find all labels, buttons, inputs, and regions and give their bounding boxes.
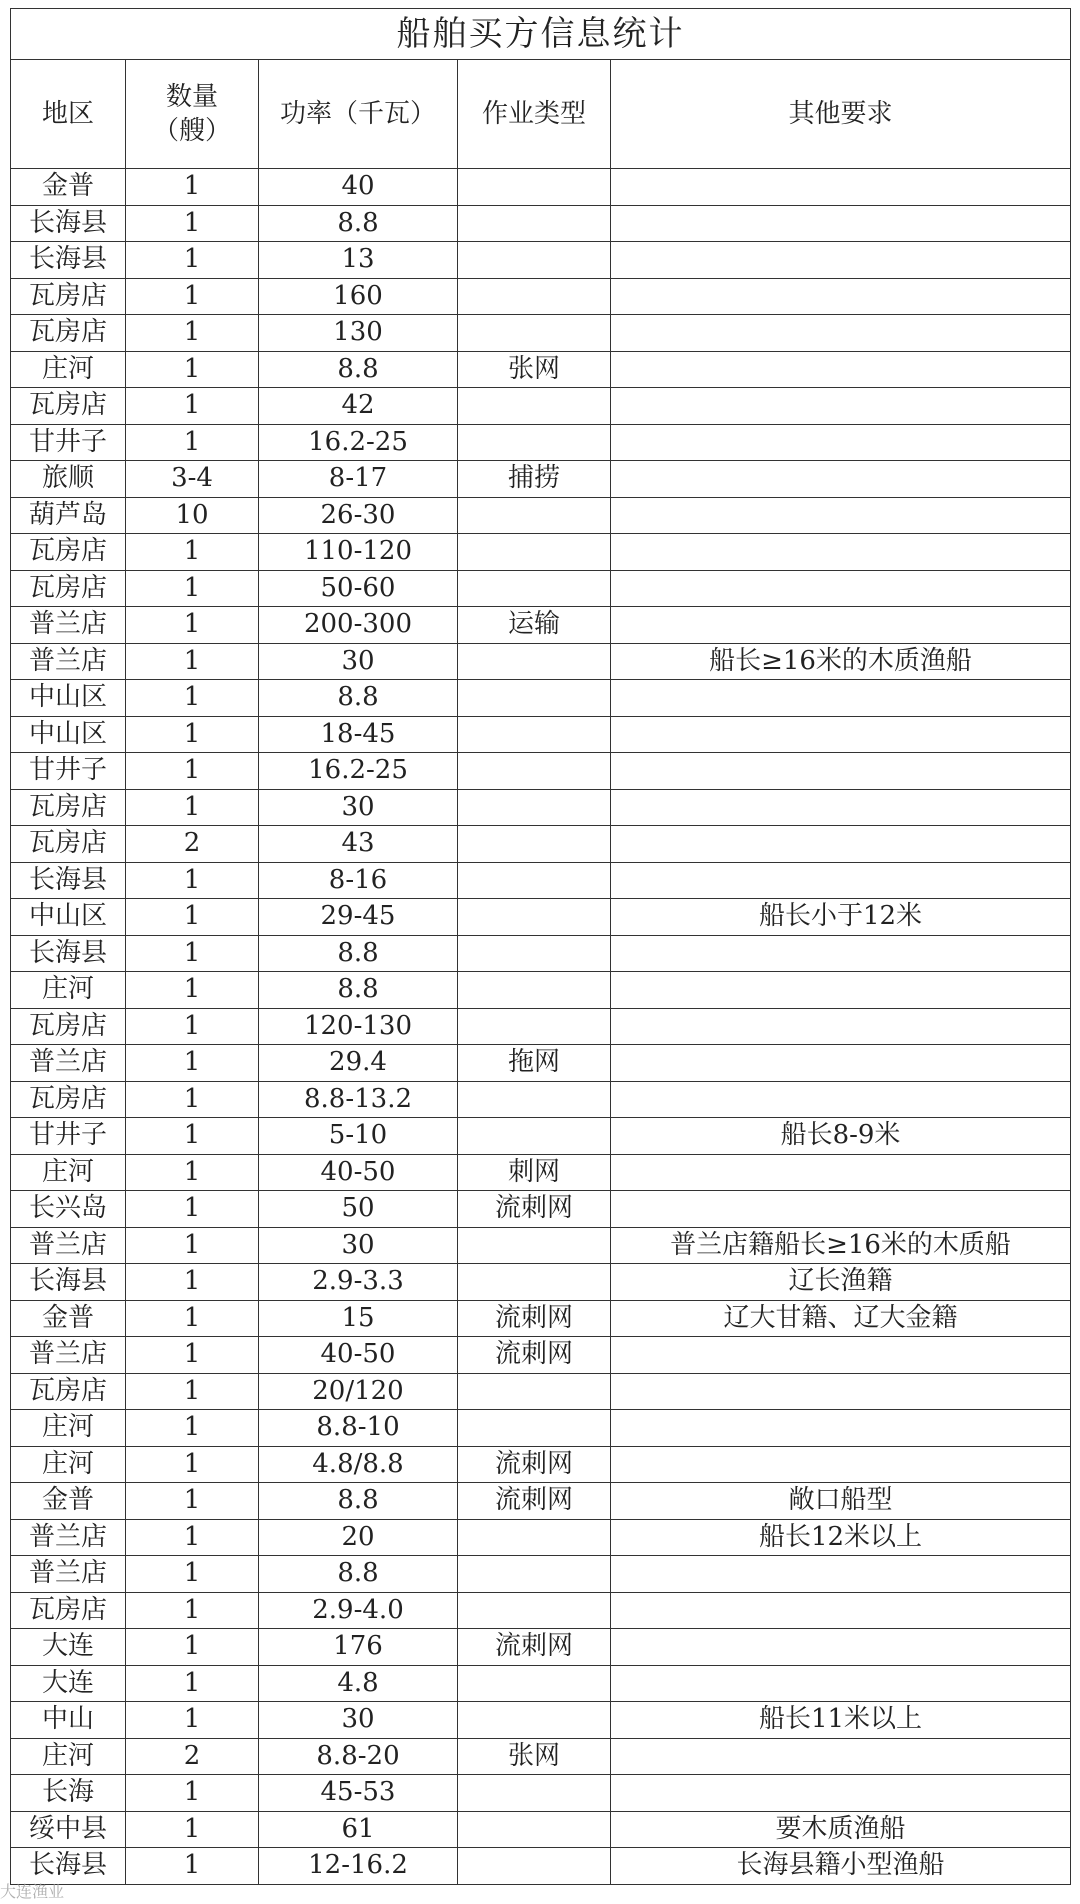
table-row [11,424,1071,461]
cell-operation-type: 流刺网 [458,1300,611,1337]
cell-quantity: 1 [126,351,259,388]
cell-other-requirements [611,789,1071,826]
cell-operation-type [458,789,611,826]
cell-power: 45-53 [259,1775,458,1812]
cell-other-requirements: 船长小于12米 [611,899,1071,936]
table-row [11,1227,1071,1264]
cell-quantity: 1 [126,1337,259,1374]
header-power: 功率（千瓦） [259,60,458,169]
cell-quantity: 1 [126,862,259,899]
cell-quantity: 1 [126,1811,259,1848]
cell-region: 瓦房店 [11,1373,126,1410]
cell-region: 庄河 [11,1738,126,1775]
table-row [11,753,1071,790]
cell-quantity: 1 [126,1410,259,1447]
cell-quantity: 1 [126,388,259,425]
cell-region: 瓦房店 [11,570,126,607]
cell-operation-type [458,169,611,206]
cell-operation-type [458,1592,611,1629]
cell-power: 12-16.2 [259,1848,458,1885]
cell-region: 长海县 [11,935,126,972]
cell-power: 40-50 [259,1337,458,1374]
cell-other-requirements [611,497,1071,534]
header-quantity: 数量 （艘） [126,60,259,169]
cell-operation-type: 捕捞 [458,461,611,498]
cell-operation-type [458,862,611,899]
cell-quantity: 1 [126,1665,259,1702]
cell-region: 瓦房店 [11,1592,126,1629]
cell-power: 30 [259,1227,458,1264]
cell-power: 176 [259,1629,458,1666]
table-row [11,1483,1071,1520]
cell-region: 长海县 [11,242,126,279]
cell-other-requirements [611,424,1071,461]
table-row [11,1665,1071,1702]
cell-other-requirements [611,935,1071,972]
cell-operation-type [458,826,611,863]
cell-power: 4.8 [259,1665,458,1702]
cell-operation-type [458,972,611,1009]
cell-other-requirements: 辽大甘籍、辽大金籍 [611,1300,1071,1337]
cell-power: 200-300 [259,607,458,644]
cell-other-requirements [611,570,1071,607]
cell-power: 5-10 [259,1118,458,1155]
cell-power: 43 [259,826,458,863]
cell-other-requirements: 船长11米以上 [611,1702,1071,1739]
cell-other-requirements: 普兰店籍船长≥16米的木质船 [611,1227,1071,1264]
cell-operation-type [458,1264,611,1301]
cell-operation-type [458,1775,611,1812]
cell-other-requirements [611,1665,1071,1702]
cell-other-requirements [611,1191,1071,1228]
cell-operation-type [458,1665,611,1702]
table-row [11,1629,1071,1666]
cell-quantity: 1 [126,1702,259,1739]
cell-power: 30 [259,789,458,826]
table-row [11,1738,1071,1775]
cell-operation-type [458,388,611,425]
cell-region: 金普 [11,169,126,206]
table-row [11,1045,1071,1082]
cell-other-requirements [611,972,1071,1009]
cell-power: 8.8 [259,680,458,717]
cell-operation-type [458,899,611,936]
table-row [11,1154,1071,1191]
table-row [11,789,1071,826]
watermark-logo: 大连渔业 [0,1882,65,1901]
cell-operation-type [458,1556,611,1593]
cell-other-requirements [611,1592,1071,1629]
table-row [11,1775,1071,1812]
cell-power: 42 [259,388,458,425]
cell-region: 长海县 [11,205,126,242]
cell-other-requirements: 船长≥16米的木质渔船 [611,643,1071,680]
cell-quantity: 1 [126,1300,259,1337]
cell-power: 50-60 [259,570,458,607]
table-row [11,497,1071,534]
cell-operation-type [458,935,611,972]
cell-region: 绥中县 [11,1811,126,1848]
cell-other-requirements [611,278,1071,315]
cell-quantity: 1 [126,424,259,461]
cell-power: 8-17 [259,461,458,498]
cell-operation-type [458,1410,611,1447]
cell-operation-type [458,1081,611,1118]
table-row [11,1264,1071,1301]
cell-region: 庄河 [11,351,126,388]
cell-region: 普兰店 [11,643,126,680]
cell-other-requirements [611,534,1071,571]
cell-quantity: 1 [126,789,259,826]
cell-other-requirements [611,388,1071,425]
cell-power: 18-45 [259,716,458,753]
table-row [11,461,1071,498]
cell-power: 20/120 [259,1373,458,1410]
cell-other-requirements [611,1008,1071,1045]
cell-other-requirements [611,1045,1071,1082]
table-row [11,570,1071,607]
table-row [11,972,1071,1009]
cell-quantity: 1 [126,1008,259,1045]
cell-quantity: 1 [126,1592,259,1629]
cell-operation-type: 拖网 [458,1045,611,1082]
cell-region: 普兰店 [11,1337,126,1374]
cell-power: 8.8 [259,1483,458,1520]
cell-region: 庄河 [11,1154,126,1191]
cell-region: 中山 [11,1702,126,1739]
table-row [11,1592,1071,1629]
cell-power: 2.9-3.3 [259,1264,458,1301]
cell-quantity: 1 [126,315,259,352]
cell-quantity: 2 [126,826,259,863]
cell-region: 长兴岛 [11,1191,126,1228]
cell-power: 50 [259,1191,458,1228]
cell-quantity: 3-4 [126,461,259,498]
cell-region: 大连 [11,1629,126,1666]
cell-quantity: 1 [126,643,259,680]
cell-region: 甘井子 [11,753,126,790]
cell-quantity: 10 [126,497,259,534]
cell-region: 长海县 [11,862,126,899]
cell-operation-type [458,315,611,352]
cell-quantity: 1 [126,972,259,1009]
table-row [11,935,1071,972]
header-row [11,60,1071,169]
cell-region: 瓦房店 [11,315,126,352]
cell-region: 普兰店 [11,1519,126,1556]
cell-quantity: 1 [126,716,259,753]
cell-region: 庄河 [11,972,126,1009]
cell-region: 普兰店 [11,1227,126,1264]
cell-region: 葫芦岛 [11,497,126,534]
table-row [11,1373,1071,1410]
cell-power: 29-45 [259,899,458,936]
cell-other-requirements: 船长12米以上 [611,1519,1071,1556]
cell-other-requirements [611,607,1071,644]
cell-other-requirements: 船长8-9米 [611,1118,1071,1155]
cell-quantity: 1 [126,1154,259,1191]
cell-quantity: 1 [126,1483,259,1520]
cell-region: 瓦房店 [11,1081,126,1118]
cell-quantity: 1 [126,680,259,717]
cell-region: 甘井子 [11,1118,126,1155]
table-row [11,1519,1071,1556]
cell-quantity: 1 [126,1519,259,1556]
cell-quantity: 1 [126,205,259,242]
cell-other-requirements [611,680,1071,717]
cell-other-requirements [611,242,1071,279]
cell-quantity: 1 [126,169,259,206]
cell-quantity: 1 [126,753,259,790]
cell-region: 大连 [11,1665,126,1702]
cell-operation-type [458,1848,611,1885]
table-row [11,716,1071,753]
cell-operation-type [458,534,611,571]
cell-region: 庄河 [11,1410,126,1447]
buyer-info-sheet [10,8,1070,1885]
cell-operation-type: 流刺网 [458,1446,611,1483]
cell-quantity: 1 [126,1118,259,1155]
cell-power: 13 [259,242,458,279]
table-row [11,315,1071,352]
cell-region: 瓦房店 [11,826,126,863]
cell-quantity: 1 [126,1775,259,1812]
cell-other-requirements [611,1410,1071,1447]
cell-operation-type [458,643,611,680]
cell-quantity: 1 [126,242,259,279]
cell-operation-type [458,278,611,315]
cell-other-requirements [611,1738,1071,1775]
cell-quantity: 2 [126,1738,259,1775]
header-other-requirements: 其他要求 [611,60,1071,169]
cell-power: 29.4 [259,1045,458,1082]
cell-region: 长海县 [11,1264,126,1301]
cell-power: 15 [259,1300,458,1337]
cell-power: 4.8/8.8 [259,1446,458,1483]
cell-region: 瓦房店 [11,278,126,315]
cell-other-requirements [611,1446,1071,1483]
cell-operation-type: 流刺网 [458,1483,611,1520]
cell-operation-type: 流刺网 [458,1629,611,1666]
cell-operation-type [458,205,611,242]
cell-other-requirements [611,826,1071,863]
cell-operation-type [458,753,611,790]
table-row [11,1300,1071,1337]
cell-other-requirements [611,461,1071,498]
cell-operation-type [458,1702,611,1739]
cell-quantity: 1 [126,1045,259,1082]
cell-quantity: 1 [126,1556,259,1593]
cell-quantity: 1 [126,1373,259,1410]
cell-other-requirements [611,1081,1071,1118]
cell-operation-type: 刺网 [458,1154,611,1191]
table-title: 船舶买方信息统计 [11,9,1071,60]
table-row [11,1337,1071,1374]
table-row [11,862,1071,899]
cell-region: 旅顺 [11,461,126,498]
cell-region: 瓦房店 [11,388,126,425]
cell-power: 30 [259,643,458,680]
table-row [11,351,1071,388]
cell-power: 26-30 [259,497,458,534]
cell-other-requirements [611,351,1071,388]
cell-power: 40-50 [259,1154,458,1191]
cell-other-requirements [611,315,1071,352]
cell-power: 16.2-25 [259,424,458,461]
cell-power: 30 [259,1702,458,1739]
cell-region: 中山区 [11,716,126,753]
cell-region: 庄河 [11,1446,126,1483]
cell-other-requirements [611,1154,1071,1191]
cell-operation-type [458,424,611,461]
cell-operation-type: 张网 [458,1738,611,1775]
cell-other-requirements [611,1337,1071,1374]
cell-power: 110-120 [259,534,458,571]
cell-operation-type: 运输 [458,607,611,644]
table-row [11,1848,1071,1885]
cell-power: 8.8 [259,351,458,388]
cell-power: 16.2-25 [259,753,458,790]
header-region: 地区 [11,60,126,169]
cell-region: 普兰店 [11,1556,126,1593]
table-row [11,205,1071,242]
table-row [11,607,1071,644]
cell-power: 8.8-20 [259,1738,458,1775]
cell-region: 金普 [11,1300,126,1337]
cell-other-requirements: 长海县籍小型渔船 [611,1848,1071,1885]
cell-other-requirements [611,716,1071,753]
cell-operation-type [458,680,611,717]
table-row [11,1410,1071,1447]
cell-quantity: 1 [126,1629,259,1666]
table-row [11,1702,1071,1739]
cell-quantity: 1 [126,1446,259,1483]
cell-other-requirements [611,862,1071,899]
cell-operation-type [458,1519,611,1556]
cell-power: 130 [259,315,458,352]
cell-quantity: 1 [126,1848,259,1885]
table-row [11,1191,1071,1228]
cell-quantity: 1 [126,1191,259,1228]
table-row [11,278,1071,315]
table-row [11,1811,1071,1848]
cell-other-requirements [611,1373,1071,1410]
table-row [11,826,1071,863]
cell-power: 61 [259,1811,458,1848]
cell-other-requirements [611,205,1071,242]
table-body [11,169,1071,1885]
cell-quantity: 1 [126,1081,259,1118]
cell-other-requirements [611,753,1071,790]
cell-quantity: 1 [126,607,259,644]
cell-quantity: 1 [126,1227,259,1264]
cell-region: 瓦房店 [11,534,126,571]
cell-operation-type: 流刺网 [458,1191,611,1228]
cell-power: 120-130 [259,1008,458,1045]
cell-other-requirements [611,1556,1071,1593]
cell-power: 8.8 [259,972,458,1009]
cell-region: 普兰店 [11,607,126,644]
cell-power: 20 [259,1519,458,1556]
cell-quantity: 1 [126,1264,259,1301]
table-row [11,1446,1071,1483]
cell-quantity: 1 [126,570,259,607]
cell-other-requirements: 要木质渔船 [611,1811,1071,1848]
cell-quantity: 1 [126,534,259,571]
table-row [11,1081,1071,1118]
cell-other-requirements [611,169,1071,206]
header-operation-type: 作业类型 [458,60,611,169]
cell-region: 长海 [11,1775,126,1812]
cell-operation-type: 流刺网 [458,1337,611,1374]
cell-operation-type [458,570,611,607]
cell-quantity: 1 [126,935,259,972]
cell-operation-type: 张网 [458,351,611,388]
cell-region: 中山区 [11,899,126,936]
cell-operation-type [458,1227,611,1264]
cell-operation-type [458,1811,611,1848]
cell-region: 普兰店 [11,1045,126,1082]
cell-quantity: 1 [126,278,259,315]
cell-power: 8.8 [259,935,458,972]
cell-power: 8.8 [259,1556,458,1593]
table-row [11,899,1071,936]
table-row [11,1118,1071,1155]
table-row [11,1008,1071,1045]
cell-quantity: 1 [126,899,259,936]
cell-other-requirements [611,1775,1071,1812]
cell-region: 甘井子 [11,424,126,461]
cell-operation-type [458,497,611,534]
cell-power: 40 [259,169,458,206]
table-row [11,388,1071,425]
cell-power: 2.9-4.0 [259,1592,458,1629]
buyer-info-table [10,8,1071,1885]
cell-power: 160 [259,278,458,315]
cell-other-requirements [611,1629,1071,1666]
cell-operation-type [458,242,611,279]
cell-power: 8.8-13.2 [259,1081,458,1118]
table-row [11,643,1071,680]
cell-region: 瓦房店 [11,1008,126,1045]
cell-operation-type [458,716,611,753]
cell-region: 中山区 [11,680,126,717]
table-row [11,242,1071,279]
cell-operation-type [458,1373,611,1410]
cell-power: 8-16 [259,862,458,899]
cell-other-requirements: 辽长渔籍 [611,1264,1071,1301]
cell-other-requirements: 敞口船型 [611,1483,1071,1520]
cell-region: 长海县 [11,1848,126,1885]
table-row [11,534,1071,571]
cell-region: 金普 [11,1483,126,1520]
cell-region: 瓦房店 [11,789,126,826]
cell-operation-type [458,1118,611,1155]
table-row [11,1556,1071,1593]
cell-power: 8.8 [259,205,458,242]
table-row [11,169,1071,206]
cell-power: 8.8-10 [259,1410,458,1447]
table-row [11,680,1071,717]
cell-operation-type [458,1008,611,1045]
